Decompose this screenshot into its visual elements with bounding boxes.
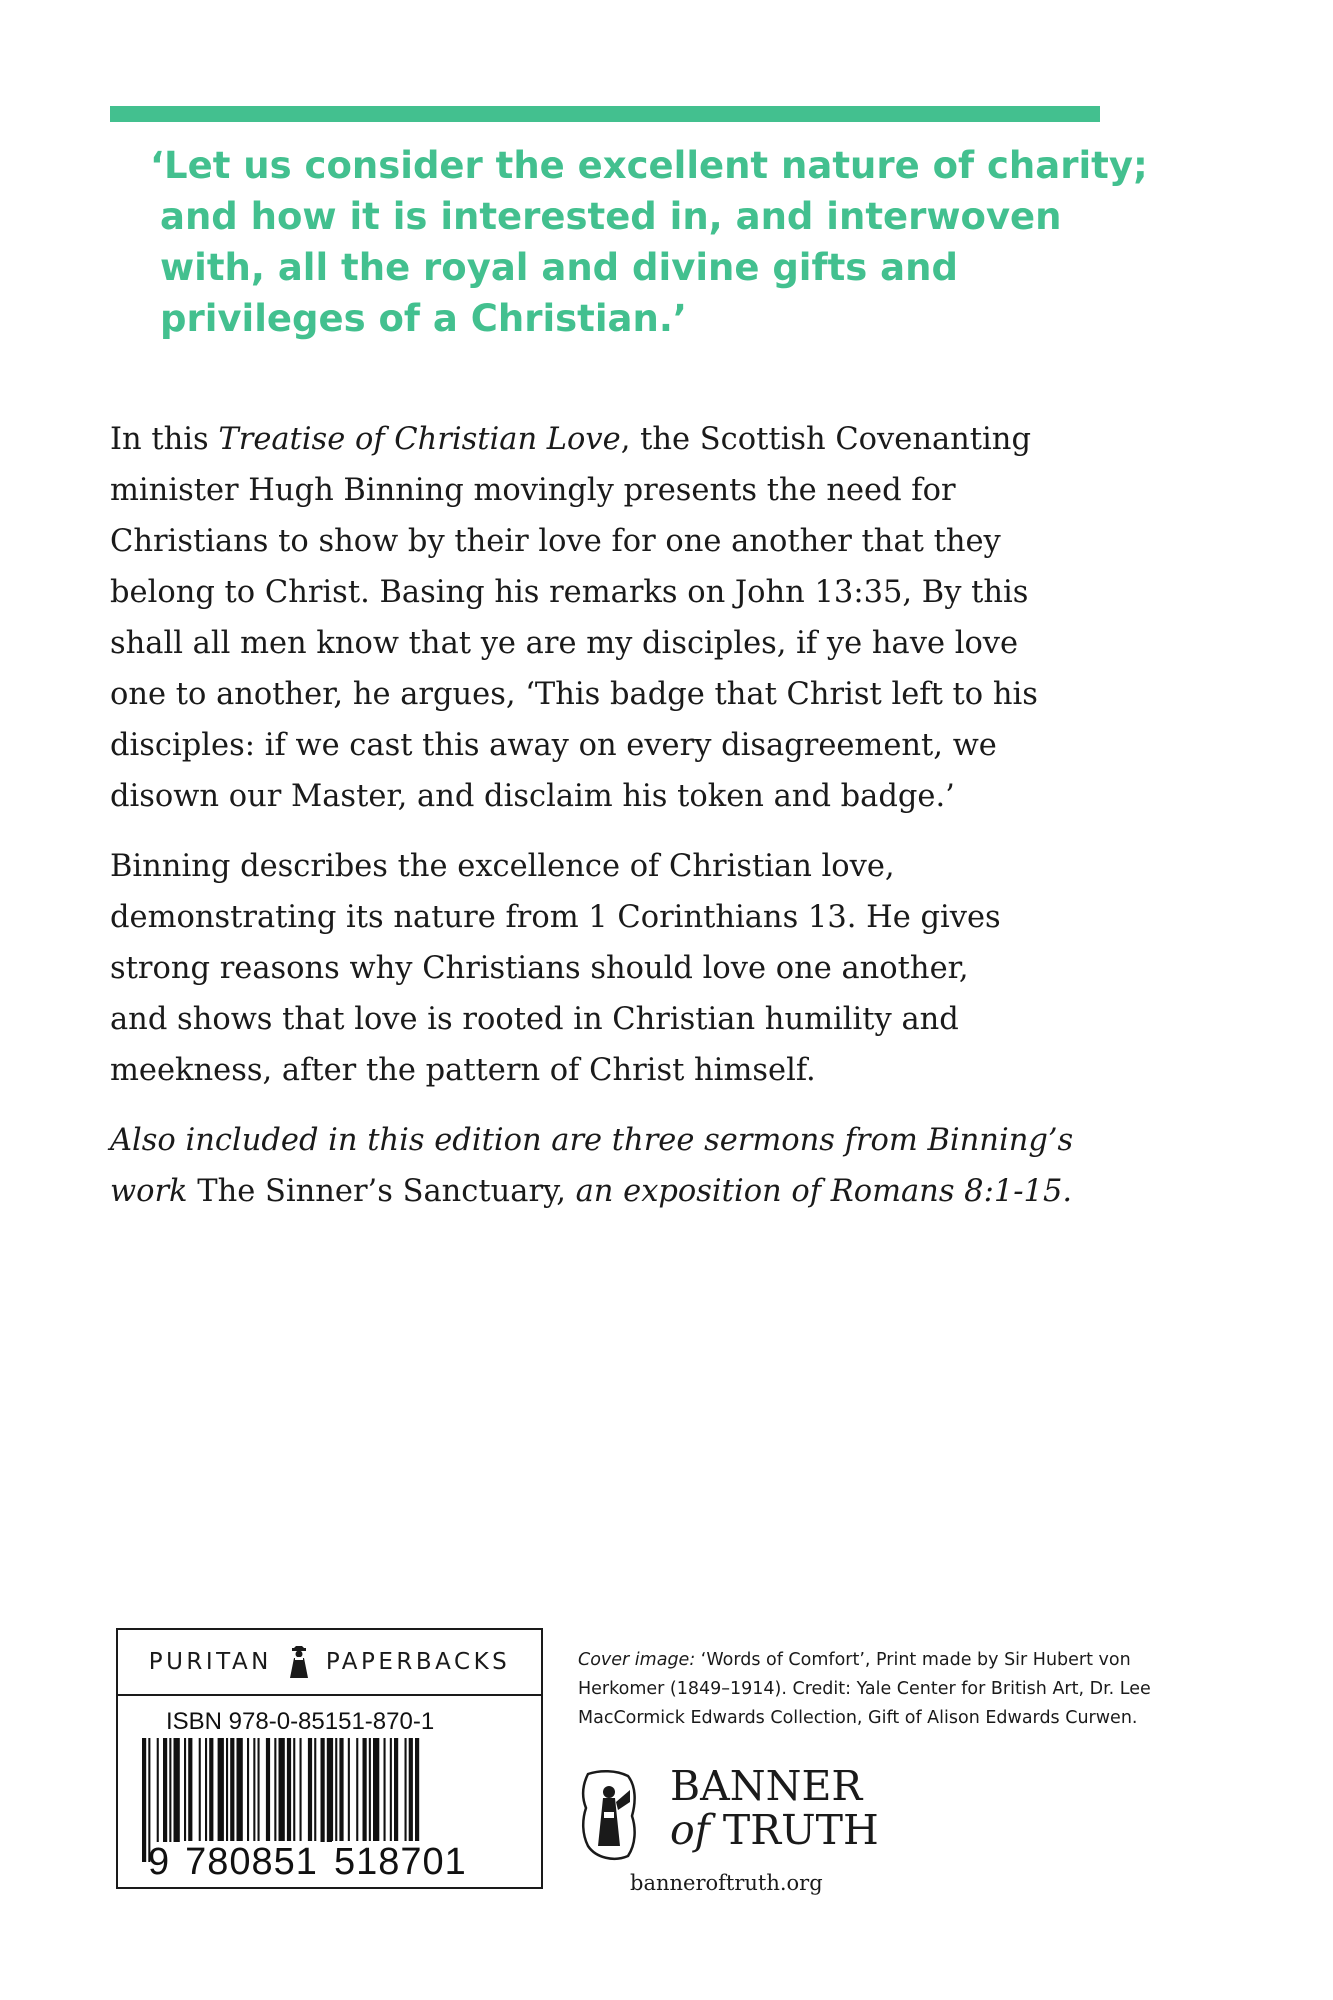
quote-line: and how it is interested in, and interwoven	[160, 195, 1062, 238]
barcode-bar	[199, 1738, 201, 1842]
barcode-bar	[174, 1738, 180, 1842]
cover-credit	[578, 1646, 1178, 1733]
blurb-line: disciples: if we cast this away on every disagreement, we	[110, 728, 997, 763]
book-title: The Sinner’s Sanctuary,	[197, 1174, 566, 1209]
barcode-bar	[373, 1738, 379, 1842]
blurb-line: disown our Master, and disclaim his token and badge.’	[110, 779, 955, 814]
barcode-bar	[339, 1738, 343, 1842]
publisher-line-1: BANNER	[670, 1762, 863, 1810]
barcode-bar	[184, 1738, 186, 1842]
barcode-bar	[142, 1738, 146, 1862]
blurb-line	[110, 1166, 1110, 1217]
blurb-paragraph-2	[110, 841, 1110, 1096]
barcode-bar	[308, 1738, 312, 1842]
credit-line: MacCormick Edwards Collection, Gift of Alison Edwards Curwen.	[578, 1708, 1138, 1728]
puritan-figure-icon	[286, 1644, 312, 1680]
barcode-box	[116, 1628, 543, 1889]
book-title: Treatise of Christian Love	[218, 422, 621, 457]
banner-of-truth-emblem-icon	[578, 1768, 640, 1864]
barcode-bar	[348, 1738, 350, 1842]
barcode-bar	[356, 1738, 358, 1842]
accent-rule	[110, 106, 1100, 122]
blurb-line: demonstrating its nature from 1 Corinthians 13. He gives	[110, 900, 1001, 935]
barcode-bar	[157, 1738, 159, 1842]
barcode-bar	[253, 1738, 255, 1842]
barcode-bar	[258, 1738, 260, 1842]
quote-line: with, all the royal and divine gifts and	[160, 246, 958, 289]
barcode-bar	[209, 1738, 213, 1842]
barcode-bar	[226, 1738, 228, 1842]
publisher-url: banneroftruth.org	[630, 1871, 823, 1895]
quote-line: ‘Let us consider the excellent nature of charity;	[150, 144, 1148, 187]
blurb-paragraph-1	[110, 414, 1110, 822]
credit-label: Cover image:	[578, 1650, 696, 1670]
barcode-bar	[300, 1738, 302, 1842]
barcode-bar	[169, 1738, 171, 1842]
publisher-of: of	[670, 1806, 710, 1854]
barcode-bar	[247, 1738, 249, 1842]
blurb-line: strong reasons why Christians should love one another,	[110, 951, 969, 986]
blurb-line: Christians to show by their love for one another that they	[110, 524, 1001, 559]
blurb-line: Binning describes the excellence of Christian love,	[110, 849, 895, 884]
blurb-line: shall all men know that ye are my disciples, if ye have love	[110, 626, 1019, 661]
series-left: PURITAN	[148, 1649, 272, 1675]
blurb-paragraph-3	[110, 1115, 1110, 1217]
barcode-bar	[384, 1738, 386, 1842]
barcode-bar	[218, 1738, 224, 1842]
barcode-digits-right: 518701	[333, 1841, 467, 1883]
barcode-bar	[188, 1738, 192, 1842]
pull-quote	[150, 140, 1148, 344]
text-run: In this	[110, 422, 219, 457]
credit-line	[578, 1646, 1178, 1675]
isbn-label: ISBN 978-0-85151-870-1	[166, 1708, 435, 1735]
barcode-bar	[314, 1738, 316, 1842]
blurb-line: one to another, he argues, ‘This badge that Christ left to his	[110, 677, 1038, 712]
publisher-truth: TRUTH	[709, 1806, 879, 1854]
barcode-bar	[363, 1738, 367, 1842]
barcode-bar	[335, 1738, 337, 1842]
credit-line: Herkomer (1849–1914). Credit: Yale Center for British Art, Dr. Lee	[578, 1679, 1151, 1699]
barcode-bar	[327, 1738, 333, 1842]
barcode-bar	[205, 1738, 207, 1842]
text-run: an exposition of Romans 8:1-15.	[565, 1174, 1073, 1209]
text-run: ‘Words of Comfort’, Print made by Sir Hubert von	[695, 1650, 1131, 1670]
text-run: work	[110, 1174, 198, 1209]
barcode-bar	[321, 1738, 325, 1842]
barcode-bar	[390, 1738, 392, 1842]
barcode-bar	[237, 1738, 243, 1842]
blurb-line: belong to Christ. Basing his remarks on John 13:35, By this	[110, 575, 1029, 610]
series-label	[118, 1630, 541, 1696]
barcode-digits	[148, 1842, 469, 1882]
barcode-digit-first: 9	[148, 1841, 170, 1883]
publisher-logo	[578, 1762, 898, 1878]
barcode-digits-left: 780851	[185, 1841, 318, 1883]
barcode-bar	[163, 1738, 167, 1842]
barcode-bar	[230, 1738, 234, 1842]
barcode-bar	[293, 1738, 295, 1842]
barcode-bar	[405, 1738, 407, 1842]
blurb-line: and shows that love is rooted in Christian humility and	[110, 1002, 959, 1037]
barcode-bar	[369, 1738, 371, 1842]
publisher-name	[670, 1764, 879, 1852]
text-run: , the Scottish Covenanting	[620, 422, 1031, 457]
blurb-line: minister Hugh Binning movingly presents the need for	[110, 473, 956, 508]
blurb-line	[110, 414, 1110, 465]
barcode-bar	[394, 1738, 398, 1842]
blurb-line: Also included in this edition are three sermons from Binning’s	[110, 1123, 1074, 1158]
blurb	[110, 414, 1110, 1236]
barcode-bar	[274, 1738, 276, 1842]
barcode-bar	[266, 1738, 270, 1842]
blurb-line: meekness, after the pattern of Christ himself.	[110, 1053, 816, 1088]
publisher-line-2	[670, 1808, 879, 1852]
quote-line: privileges of a Christian.’	[160, 297, 687, 340]
series-right: PAPERBACKS	[325, 1649, 511, 1675]
